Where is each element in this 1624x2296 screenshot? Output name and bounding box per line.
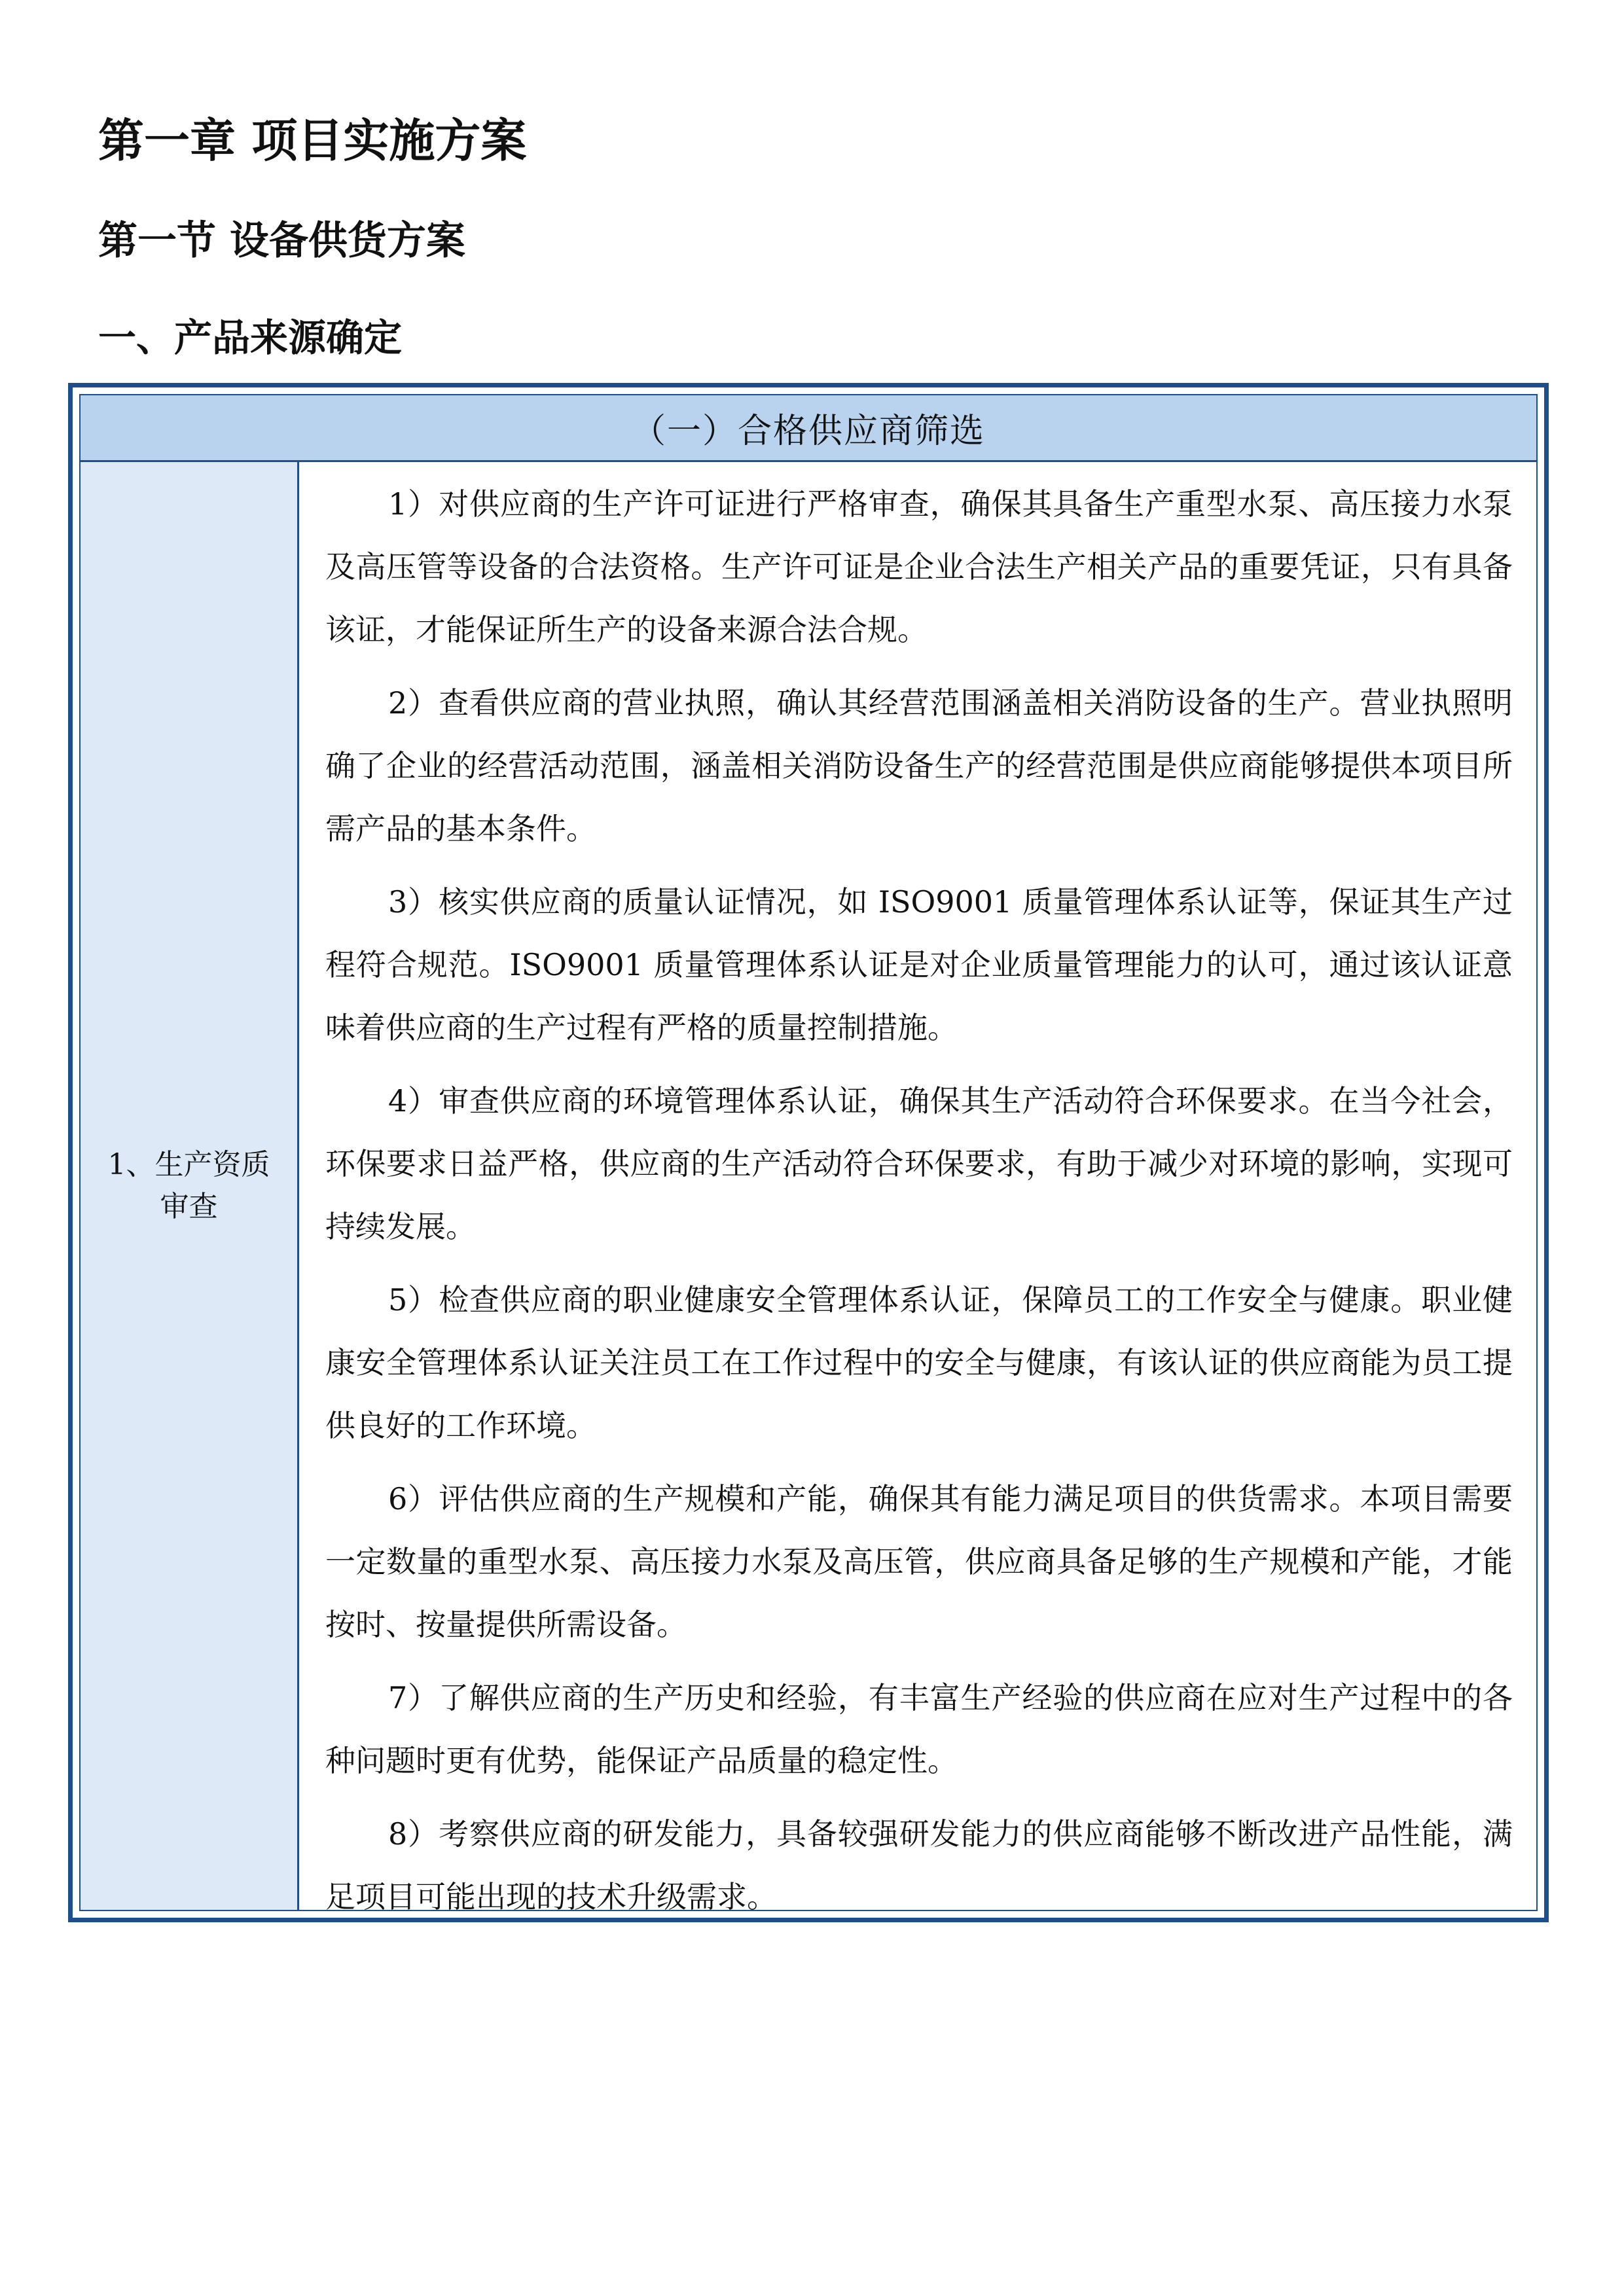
- paragraph-1: 1）对供应商的生产许可证进行严格审查，确保其具备生产重型水泵、高压接力水泵及高压管等设备的合法资格。生产许可证是企业合法生产相关产品的重要凭证，只有具备该证，才能保证所生产的设备来源合法合规。: [325, 486, 1513, 647]
- paragraph-6: 6）评估供应商的生产规模和产能，确保其有能力满足项目的供货需求。本项目需要一定数量的重型水泵、高压接力水泵及高压管，供应商具备足够的生产规模和产能，才能按时、按量提供所需设备。: [325, 1481, 1513, 1642]
- paragraph-4: 4）审查供应商的环境管理体系认证，确保其生产活动符合环保要求。在当今社会，环保要求日益严格，供应商的生产活动符合环保要求，有助于减少对环境的影响，实现可持续发展。: [325, 1083, 1513, 1244]
- table-header: （一）合格供应商筛选: [81, 395, 1536, 462]
- paragraph-2: 2）查看供应商的营业执照，确认其经营范围涵盖相关消防设备的生产。营业执照明确了企业的经营活动范围，涵盖相关消防设备生产的经营范围是供应商能够提供本项目所需产品的基本条件。: [325, 685, 1513, 846]
- table-body: [79, 394, 1538, 1914]
- supplier-screening-table: [68, 383, 1549, 1922]
- paragraph-8: 8）考察供应商的研发能力，具备较强研发能力的供应商能够不断改进产品性能，满足项目可能出现的技术升级需求。: [325, 1816, 1513, 1914]
- row-label: 1、生产资质审查: [107, 1148, 270, 1223]
- content-cell: [299, 462, 1536, 1914]
- subsection-title: 一、产品来源确定: [98, 315, 403, 360]
- section-title: 第一节 设备供货方案: [98, 218, 465, 264]
- row-label-cell: [81, 462, 299, 1910]
- paragraph-5: 5）检查供应商的职业健康安全管理体系认证，保障员工的工作安全与健康。职业健康安全管理体系认证关注员工在工作过程中的安全与健康，有该认证的供应商能为员工提供良好的工作环境。: [325, 1282, 1513, 1443]
- paragraph-3: 3）核实供应商的质量认证情况，如 ISO9001 质量管理体系认证等，保证其生产过程符合规范。ISO9001 质量管理体系认证是对企业质量管理能力的认可，通过该认证意味着供应商的生产过程有严格的质量控制措施。: [325, 884, 1513, 1045]
- chapter-title: 第一章 项目实施方案: [98, 114, 527, 168]
- paragraph-7: 7）了解供应商的生产历史和经验，有丰富生产经验的供应商在应对生产过程中的各种问题时更有优势，能保证产品质量的稳定性。: [325, 1680, 1513, 1778]
